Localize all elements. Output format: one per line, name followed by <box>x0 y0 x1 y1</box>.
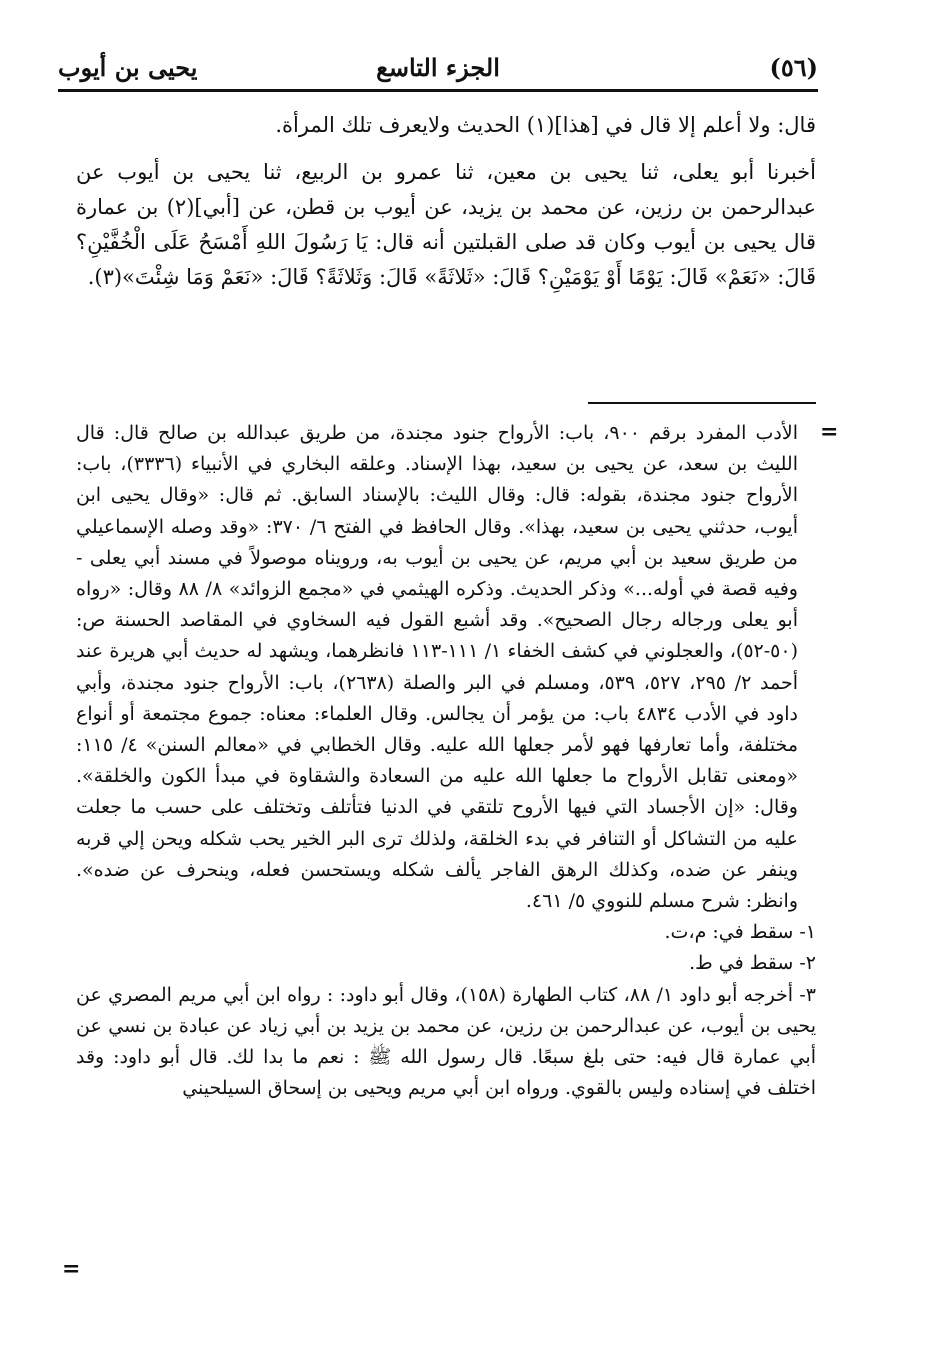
main-text <box>76 108 816 307</box>
footnote-continuation: الأدب المفرد برقم ٩٠٠، باب: الأرواح جنود مجندة، من طريق عبدالله بن صالح قال: قال الليث بن سعد، عن يحيى بن سعيد، بهذا الإسناد. وعلقه البخاري في الأنبياء (٣٣٣٦)، باب: الأرواح جنود مجندة، بقوله: قال: وقال الليث: بالإسناد السابق. ثم قال: «وقال يحيى ابن أيوب، حدثني يحيى بن سعيد، بهذا». وقال الحافظ في الفتح ٦/ ٣٧٠: «وقد وصله الإسماعيلي من طريق سعيد بن أبي مريم، عن يحيى بن أيوب به، ورويناه موصولاً في مسند أبي يعلى - وفيه قصة في أوله...» وذكر الحديث. وذكره الهيثمي في «مجمع الزوائد» ٨/ ٨٨ وقال: «رواه أبو يعلى ورجاله رجال الصحيح». وقد أشبع القول فيه السخاوي في المقاصد الحسنة ص: (٥٠-٥٢)، والعجلوني في كشف الخفاء ١/ ١١١-١١٣ فانظرهما، ويشهد له حديث أبي هريرة عند أحمد ٢/ ٢٩٥، ٥٢٧، ٥٣٩، ومسلم في البر والصلة (٢٦٣٨)، باب: الأرواح جنود مجندة، وأبي داود في الأدب ٤٨٣٤ باب: من يؤمر أن يجالس. وقال العلماء: معناه: جموع مجتمعة أو أنواع مختلفة، وأما تعارفها فهو لأمر جعلها الله عليه. وقال الخطابي في «معالم السنن» ٤/ ١١٥: «ومعنى تقابل الأرواح ما جعلها الله عليه من السعادة والشقاوة في مبدأ الكون والخلقة». وقال: «إن الأجساد التي فيها الأروح تلتقي في الدنيا فتأتلف وتختلف على حسب ما جعلت عليه من التشاكل أو التنافر في بدء الخلقة، ولذلك ترى البر الخير يحب شكله ويحن إلي قربه وينفر عن ضده، وكذلك الرهق الفاجر يألف شكله ويستحسن فعله، وينحرف عن ضده». وانظر: شرح مسلم للنووي ٥/ ٤٦١. <box>76 422 798 913</box>
footnote-text: سقط في ط. <box>689 952 794 975</box>
footnote-number: ٢- <box>799 952 816 975</box>
volume-title: الجزء التاسع <box>376 53 500 82</box>
footnote-item <box>76 917 816 948</box>
continuation-mark-bottom: = <box>62 1256 81 1282</box>
footnote-text: سقط في: م،ت. <box>664 921 794 944</box>
page-number: (٥٦) <box>769 53 818 82</box>
main-paragraph: قال: ولا أعلم إلا قال في [هذا](١) الحديث ولايعرف تلك المرأة. <box>275 113 816 137</box>
page-header <box>58 48 818 92</box>
footnote-item <box>76 948 816 979</box>
running-title: يحيى بن أيوب <box>58 53 198 82</box>
footnote-text: أخرجه أبو داود ١/ ٨٨، كتاب الطهارة (١٥٨)، وقال أبو داود: : رواه ابن أبي مريم المصري عن يحيى بن أيوب، عن عبدالرحمن بن رزين، عن محمد بن يزيد بن أبي زياد عن عبادة بن نسي عن أبي عمارة قال فيه: حتى بلغ سبعًا. قال رسول الله ﷺ : نعم ما بدا لك. قال أبو داود: وقد اختلف في إسناده وليس بالقوي. ورواه ابن أبي مريم ويحيى بن إسحاق السيلحيني <box>76 983 816 1100</box>
footnote-number: ٣- <box>799 983 816 1006</box>
main-paragraph: أخبرنا أبو يعلى، ثنا يحيى بن معين، ثنا عمرو بن الربيع، ثنا يحيى بن أيوب عن عبدالرحمن بن رزين، عن محمد بن يزيد، عن أيوب بن قطن، عن [أبي](٢) بن عمارة قال يحيى بن أيوب وكان قد صلى القبلتين أنه قال: يَا رَسُولَ اللهِ أَمْسَحُ عَلَى الْخُفَّيْنِ؟ قَالَ: «نَعَمْ» قَالَ: يَوْمًا أَوْ يَوْمَيْنِ؟ قَالَ: «ثَلاثَةً» قَالَ: وَثَلاثَةً؟ قَالَ: «نَعَمْ وَمَا شِئْتَ»(٣). <box>76 160 817 289</box>
footnote-number: ١- <box>799 921 816 944</box>
footnote-item <box>76 980 816 1105</box>
footnote-separator <box>588 402 816 404</box>
continuation-mark-top: = <box>820 419 839 445</box>
header-rule <box>58 89 818 92</box>
footnotes <box>76 418 816 1104</box>
